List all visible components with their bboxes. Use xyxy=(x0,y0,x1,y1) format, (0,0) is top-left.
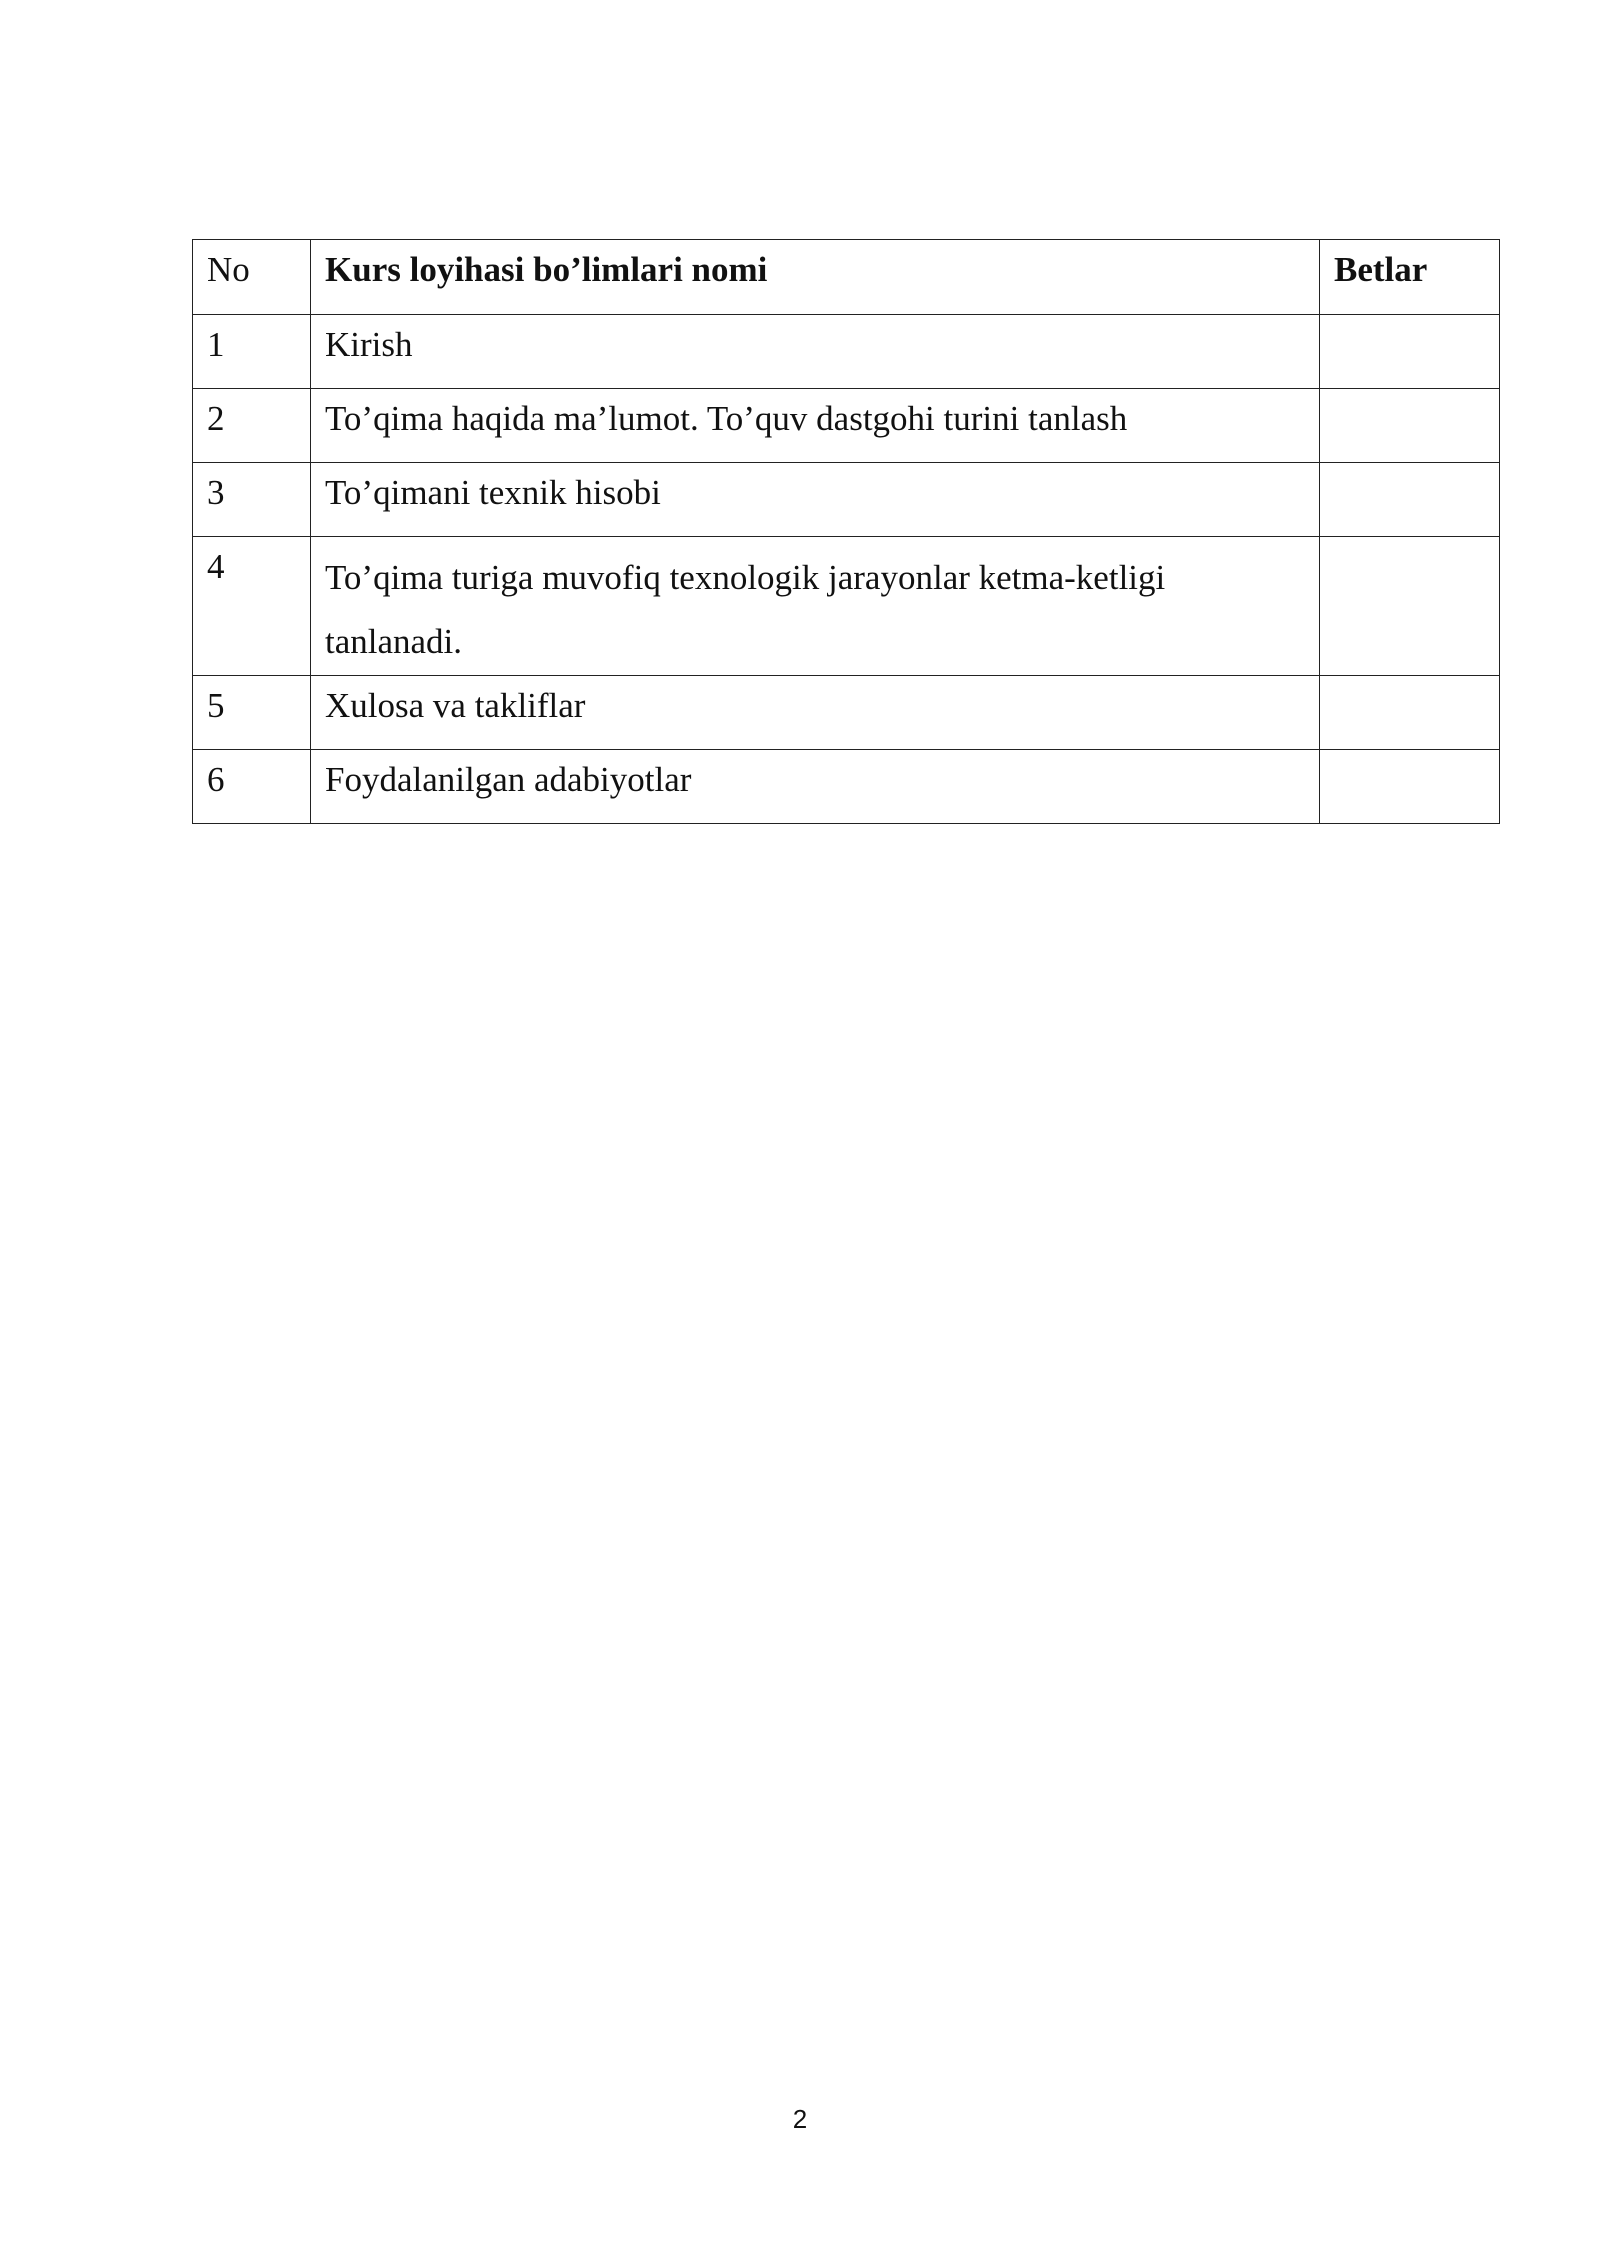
row-number: 1 xyxy=(193,315,311,389)
page-number: 2 xyxy=(792,2104,808,2134)
row-pages xyxy=(1320,750,1500,824)
row-number: 3 xyxy=(193,463,311,537)
row-number: 5 xyxy=(193,676,311,750)
table-row xyxy=(193,463,1500,537)
header-no: No xyxy=(193,240,311,315)
table-row xyxy=(193,389,1500,463)
row-number: 4 xyxy=(193,537,311,676)
table-row xyxy=(193,537,1500,676)
table-row xyxy=(193,315,1500,389)
row-pages xyxy=(1320,389,1500,463)
row-title: Kirish xyxy=(311,315,1320,389)
row-pages xyxy=(1320,463,1500,537)
table-header-row xyxy=(193,240,1500,315)
row-title: Foydalanilgan adabiyotlar xyxy=(311,750,1320,824)
header-pages: Betlar xyxy=(1320,240,1500,315)
table-row xyxy=(193,750,1500,824)
table-row xyxy=(193,676,1500,750)
row-title: To’qima haqida ma’lumot. To’quv dastgohi turini tanlash xyxy=(311,389,1320,463)
header-title: Kurs loyihasi bo’limlari nomi xyxy=(311,240,1320,315)
row-pages xyxy=(1320,676,1500,750)
contents-table xyxy=(192,239,1500,824)
row-title: Xulosa va takliflar xyxy=(311,676,1320,750)
row-pages xyxy=(1320,315,1500,389)
row-number: 2 xyxy=(193,389,311,463)
row-pages xyxy=(1320,537,1500,676)
row-title: To’qima turiga muvofiq texnologik jarayonlar ketma-ketligi tanlanadi. xyxy=(311,537,1320,676)
row-title: To’qimani texnik hisobi xyxy=(311,463,1320,537)
row-number: 6 xyxy=(193,750,311,824)
